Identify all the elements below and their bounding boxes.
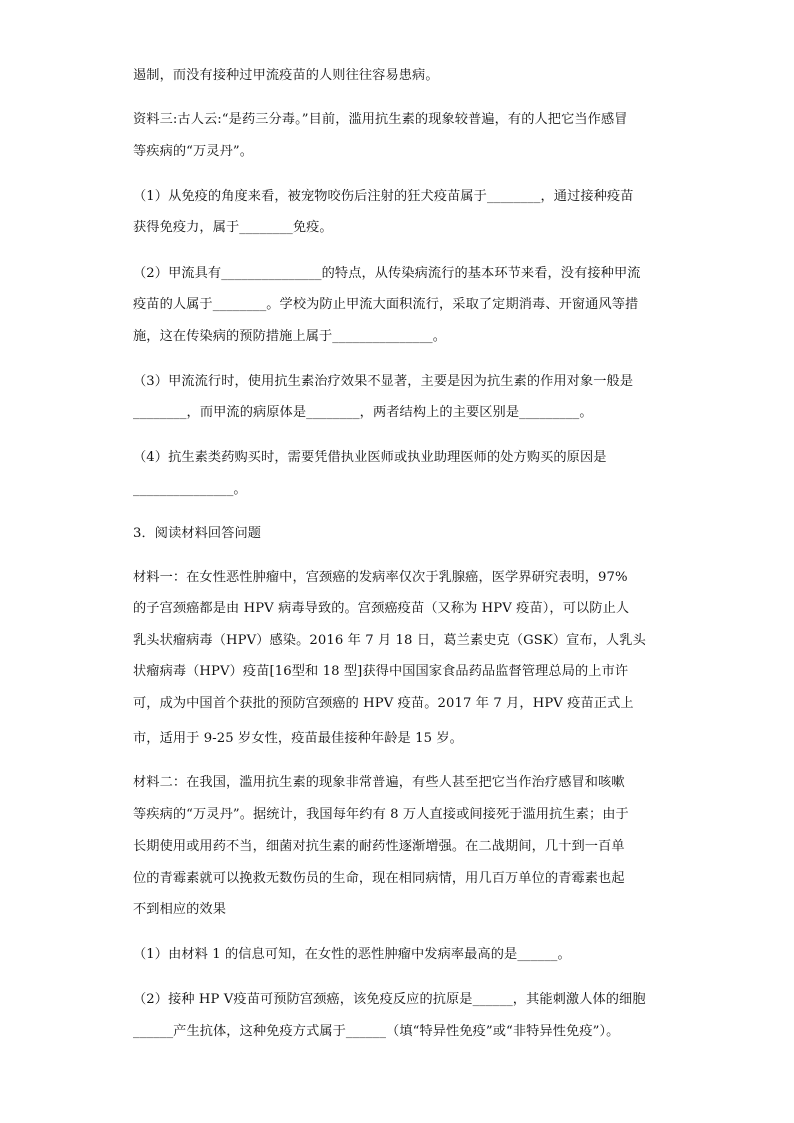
text-line: （1）由材料 1 的信息可知，在女性的恶性肿瘤中发病率最高的是______。 xyxy=(133,947,571,962)
text-line: （1）从免疫的角度来看，被宠物咬伤后注射的狂犬疫苗属于________，通过接种疫苗 xyxy=(133,189,634,204)
text-line: 可，成为中国首个获批的预防宫颈癌的 HPV 疫苗。2017 年 7 月，HPV 疫苗正式上 xyxy=(133,696,634,711)
text-line: 疫苗的人属于________。学校为防止甲流大面积流行，采取了定期消毒、开窗通风等措 xyxy=(133,297,639,312)
text-line: 获得免疫力，属于________免疫。 xyxy=(133,220,333,235)
text-line: ________，而甲流的病原体是________，两者结构上的主要区别是_________。 xyxy=(133,405,593,420)
text-line: 遏制，而没有接种过甲流疫苗的人则往往容易患病。 xyxy=(133,68,439,83)
text-line: 不到相应的效果 xyxy=(133,902,227,917)
text-line: _______________。 xyxy=(133,482,247,497)
text-line: （2）甲流具有_______________的特点，从传染病流行的基本环节来看，没有接种甲流 xyxy=(133,266,641,281)
text-line: 乳头状瘤病毒（HPV）感染。2016 年 7 月 18 日，葛兰素史克（GSK）宣布，人乳头 xyxy=(133,633,646,648)
text-line: 的子宫颈癌都是由 HPV 病毒导致的。宫颈癌疫苗（又称为 HPV 疫苗），可以防止人 xyxy=(133,601,630,616)
text-line: 材料二：在我国，滥用抗生素的现象非常普遍，有些人甚至把它当作治疗感冒和咳嗽 xyxy=(133,775,625,790)
text-line: ______产生抗体，这种免疫方式属于______（填“特异性免疫”或“非特异性免疫”）。 xyxy=(133,1024,620,1039)
text-line: 等疾病的“万灵丹”。据统计，我国每年约有 8 万人直接或间接死于滥用抗生素；由于 xyxy=(133,807,629,822)
text-line: 资料三:古人云:“是药三分毒。”目前，滥用抗生素的现象较普遍，有的人把它当作感冒 xyxy=(133,112,628,127)
text-line: （2）接种 HP V疫苗可预防宫颈癌，该免疫反应的抗原是______，其能刺激人体的细胞 xyxy=(133,992,646,1007)
text-line: （3）甲流流行时，使用抗生素治疗效果不显著，主要是因为抗生素的作用对象一般是 xyxy=(133,374,634,389)
text-line: 施，这在传染病的预防措施上属于_______________。 xyxy=(133,329,447,344)
text-line: （4）抗生素类药购买时，需要凭借执业医师或执业助理医师的处方购买的原因是 xyxy=(133,450,607,465)
text-line: 市，适用于 9-25 岁女性，疫苗最佳接种年龄是 15 岁。 xyxy=(133,731,463,746)
text-line: 等疾病的“万灵丹”。 xyxy=(133,144,253,159)
text-line: 长期使用或用药不当，细菌对抗生素的耐药性逐渐增强。在二战期间，几十到一百单 xyxy=(133,839,625,854)
question-heading: 3．阅读材料回答问题 xyxy=(133,526,262,541)
text-line: 材料一：在女性恶性肿瘤中，宫颈癌的发病率仅次于乳腺癌，医学界研究表明，97% xyxy=(133,570,628,585)
text-line: 状瘤病毒（HPV）疫苗[16型和 18 型]获得中国国家食品药品监督管理总局的上市许 xyxy=(133,664,629,679)
text-line: 位的青霉素就可以挽救无数伤员的生命，现在相同病情，用几百万单位的青霉素也起 xyxy=(133,871,625,886)
